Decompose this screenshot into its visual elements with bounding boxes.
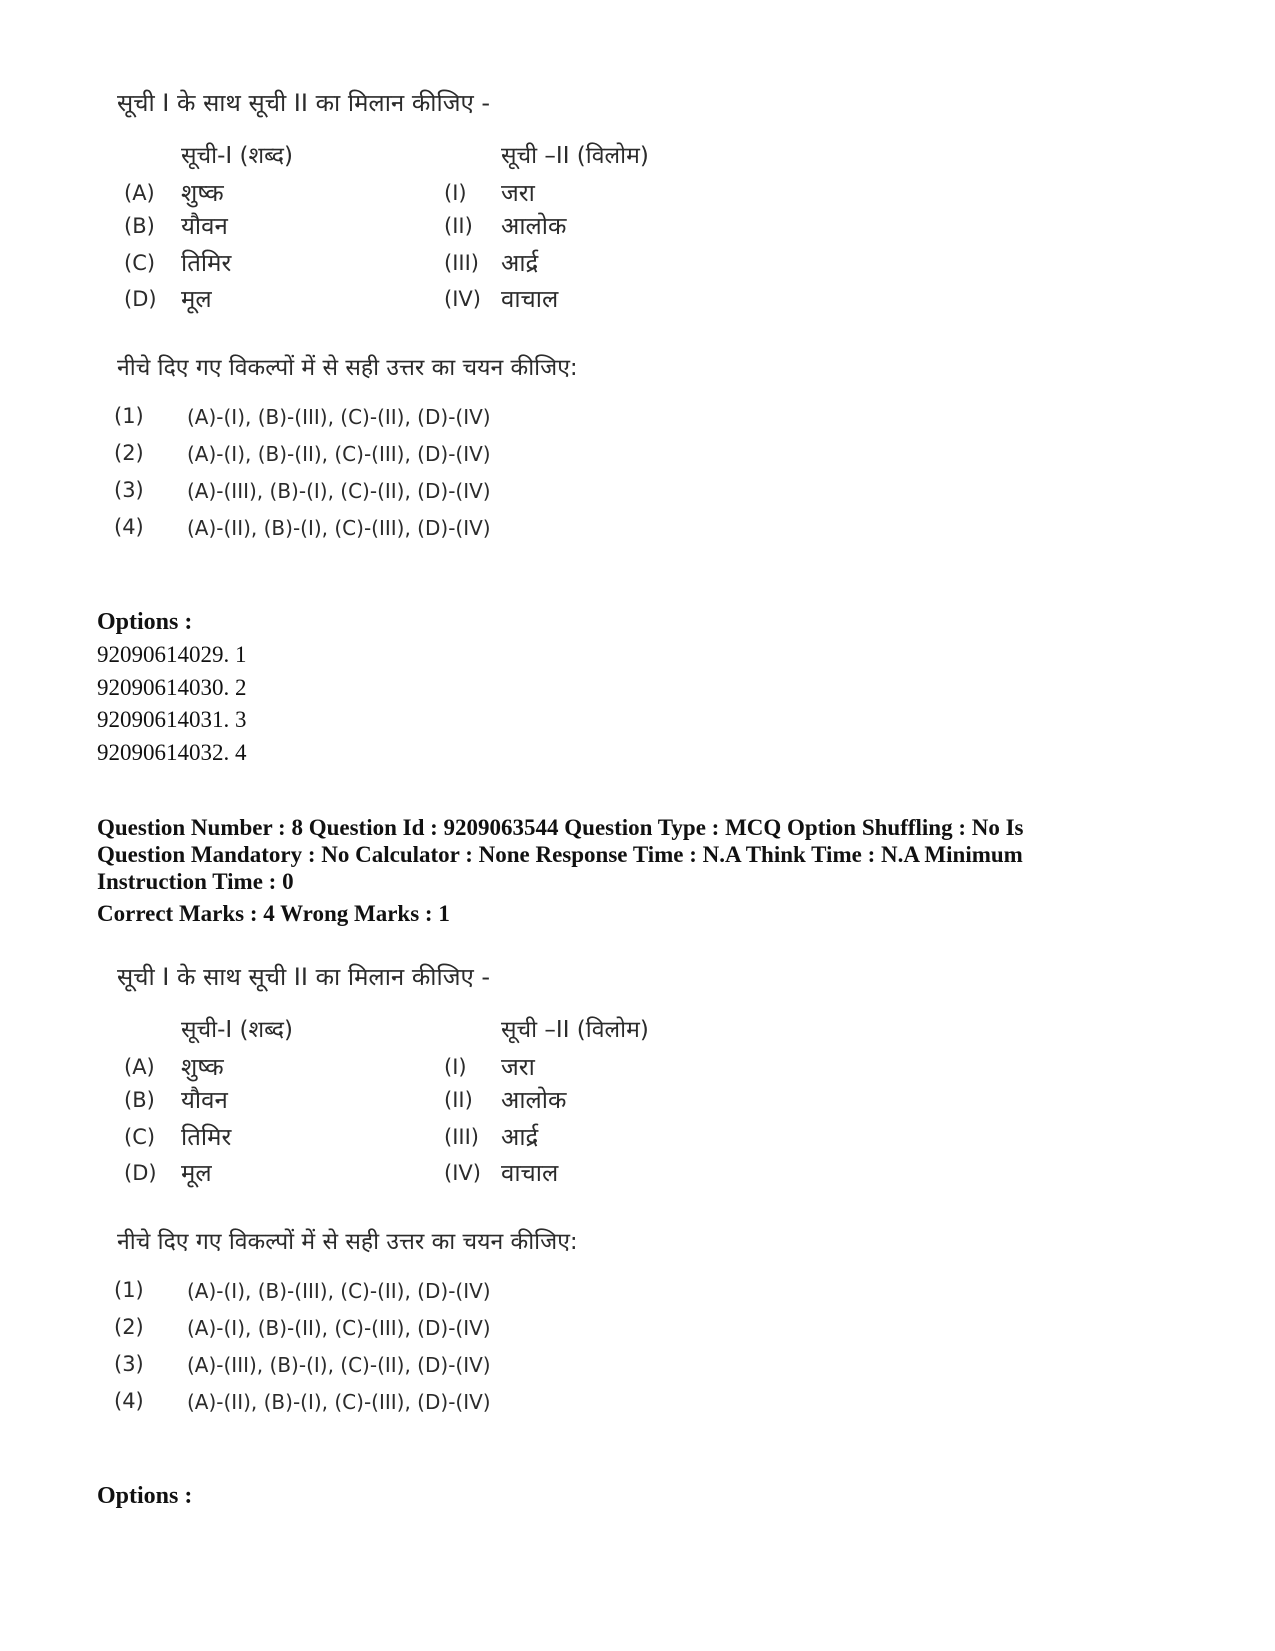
antonym: जरा	[501, 179, 535, 207]
term: शुष्क	[181, 179, 224, 207]
row-label: (IV)	[444, 1161, 481, 1185]
antonym: वाचाल	[501, 1159, 559, 1187]
term: यौवन	[181, 1086, 228, 1114]
choice-number: (1)	[114, 404, 144, 428]
term: मूल	[181, 1159, 212, 1187]
choice-text: (A)-(II), (B)-(I), (C)-(III), (D)-(IV)	[187, 516, 491, 540]
row-label: (II)	[444, 214, 473, 238]
term: मूल	[181, 285, 212, 313]
choice-number: (4)	[114, 515, 144, 539]
row-label: (III)	[444, 251, 479, 275]
choice-text: (A)-(I), (B)-(III), (C)-(II), (D)-(IV)	[187, 1279, 491, 1303]
row-label: (B)	[124, 1088, 155, 1112]
row-label: (A)	[124, 1055, 155, 1079]
antonym: आर्द्र	[501, 249, 539, 277]
question-image-1	[0, 0, 1275, 560]
marks-line: Correct Marks : 4 Wrong Marks : 1	[97, 901, 450, 926]
question-meta-line: Instruction Time : 0	[97, 869, 294, 894]
option-line: 92090614029. 1	[97, 642, 247, 667]
choice-text: (A)-(III), (B)-(I), (C)-(II), (D)-(IV)	[187, 1353, 491, 1377]
option-line: 92090614030. 2	[97, 675, 247, 700]
question-intro: सूची I के साथ सूची II का मिलान कीजिए -	[117, 89, 491, 117]
choice-number: (4)	[114, 1389, 144, 1413]
row-label: (D)	[124, 1161, 157, 1185]
choice-number: (2)	[114, 1315, 144, 1339]
row-label: (C)	[124, 251, 156, 275]
term: तिमिर	[181, 1123, 232, 1151]
options-label: Options :	[97, 609, 193, 635]
antonym: आर्द्र	[501, 1123, 539, 1151]
question-meta-line: Question Number : 8 Question Id : 9209063544 Question Type : MCQ Option Shuffling : No Is	[97, 815, 1024, 840]
row-label: (B)	[124, 214, 155, 238]
choice-text: (A)-(I), (B)-(III), (C)-(II), (D)-(IV)	[187, 405, 491, 429]
choice-number: (1)	[114, 1278, 144, 1302]
choice-text: (A)-(I), (B)-(II), (C)-(III), (D)-(IV)	[187, 1316, 491, 1340]
row-label: (A)	[124, 181, 155, 205]
list2-header: सूची –II (विलोम)	[501, 143, 649, 169]
row-label: (I)	[444, 181, 467, 205]
row-label: (II)	[444, 1088, 473, 1112]
row-label: (C)	[124, 1125, 156, 1149]
option-line: 92090614031. 3	[97, 707, 247, 732]
question-image-2	[0, 874, 1275, 1434]
choice-text: (A)-(I), (B)-(II), (C)-(III), (D)-(IV)	[187, 442, 491, 466]
choice-number: (3)	[114, 1352, 144, 1376]
term: यौवन	[181, 212, 228, 240]
choice-number: (2)	[114, 441, 144, 465]
antonym: आलोक	[501, 212, 567, 240]
choice-text: (A)-(III), (B)-(I), (C)-(II), (D)-(IV)	[187, 479, 491, 503]
list1-header: सूची-I (शब्द)	[181, 1017, 293, 1043]
term: शुष्क	[181, 1053, 224, 1081]
question-intro: सूची I के साथ सूची II का मिलान कीजिए -	[117, 963, 491, 991]
term: तिमिर	[181, 249, 232, 277]
row-label: (III)	[444, 1125, 479, 1149]
antonym: जरा	[501, 1053, 535, 1081]
row-label: (I)	[444, 1055, 467, 1079]
choice-number: (3)	[114, 478, 144, 502]
options-label: Options :	[97, 1483, 193, 1509]
list1-header: सूची-I (शब्द)	[181, 143, 293, 169]
option-line: 92090614032. 4	[97, 740, 247, 765]
antonym: आलोक	[501, 1086, 567, 1114]
antonym: वाचाल	[501, 285, 559, 313]
list2-header: सूची –II (विलोम)	[501, 1017, 649, 1043]
row-label: (IV)	[444, 287, 481, 311]
instruction: नीचे दिए गए विकल्पों में से सही उत्तर का चयन कीजिए:	[117, 1229, 578, 1255]
instruction: नीचे दिए गए विकल्पों में से सही उत्तर का चयन कीजिए:	[117, 355, 578, 381]
choice-text: (A)-(II), (B)-(I), (C)-(III), (D)-(IV)	[187, 1390, 491, 1414]
row-label: (D)	[124, 287, 157, 311]
question-meta-line: Question Mandatory : No Calculator : None Response Time : N.A Think Time : N.A Minimum	[97, 842, 1023, 867]
